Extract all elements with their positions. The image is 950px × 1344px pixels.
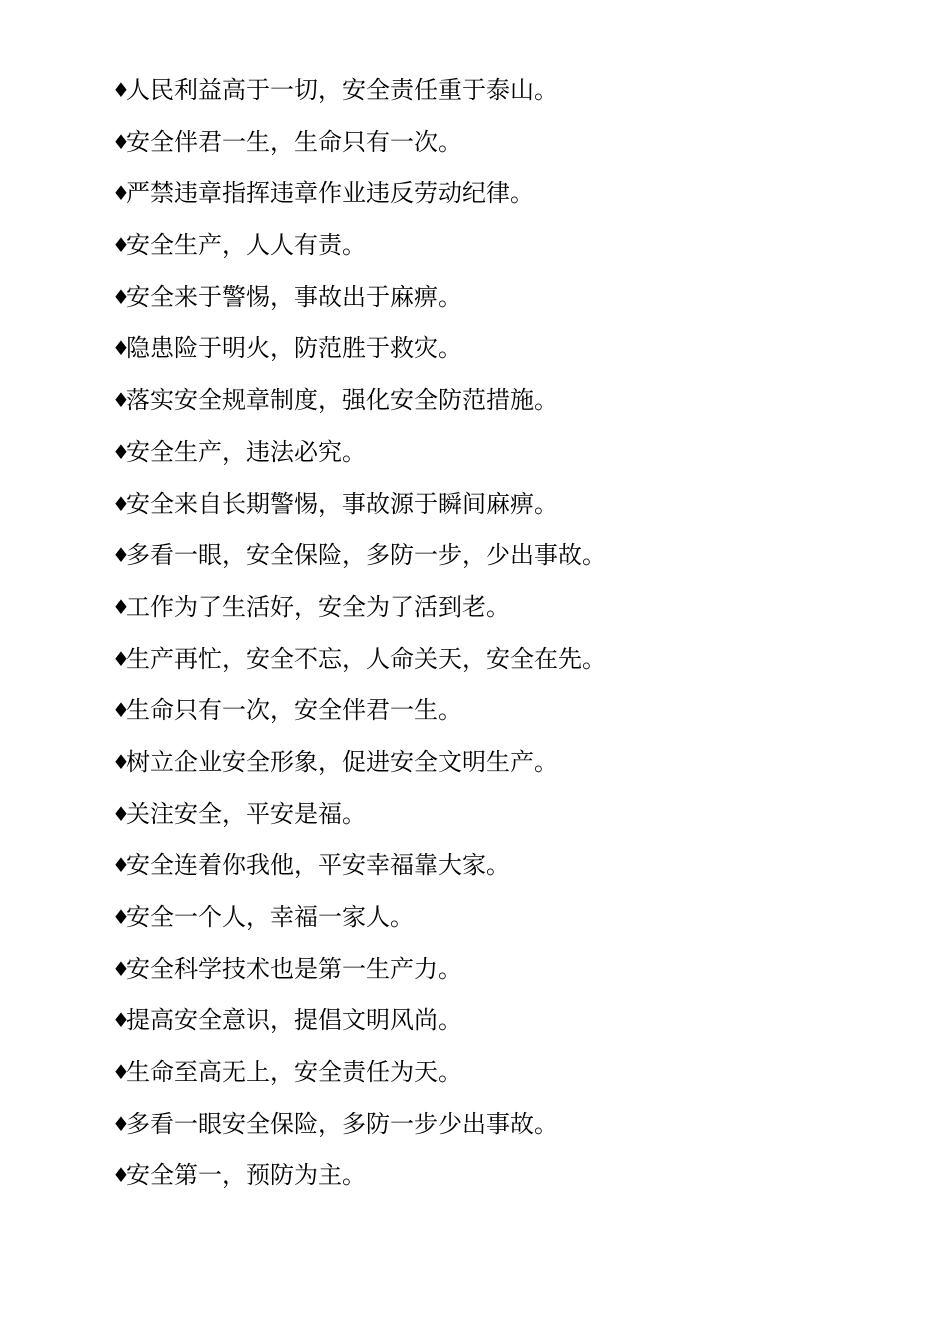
slogan-item [112,432,872,484]
slogan-text: 安全来自长期警惕，事故源于瞬间麻痹。 [126,489,558,518]
slogan-text: 安全生产，违法必究。 [126,437,366,466]
diamond-bullet-icon: ♦ [112,336,130,361]
slogan-text: 人民利益高于一切，安全责任重于泰山。 [126,76,558,104]
diamond-bullet-icon: ♦ [112,491,130,516]
slogan-item [112,277,872,329]
diamond-bullet-icon: ♦ [112,284,130,309]
diamond-bullet-icon: ♦ [112,181,130,206]
slogan-item [112,794,872,846]
diamond-bullet-icon: ♦ [112,956,130,981]
diamond-bullet-icon: ♦ [112,749,130,774]
slogan-text: 生产再忙，安全不忘，人命关天，安全在先。 [126,644,606,673]
slogan-item [112,70,872,122]
diamond-bullet-icon: ♦ [112,853,130,878]
slogan-text: 安全来于警惕，事故出于麻痹。 [126,282,462,311]
slogan-item [112,484,872,536]
slogan-item [112,1052,872,1104]
slogan-text: 工作为了生活好，安全为了活到老。 [126,592,510,621]
slogan-item [112,328,872,380]
slogan-text: 树立企业安全形象，促进安全文明生产。 [126,747,558,776]
diamond-bullet-icon: ♦ [112,1008,130,1033]
diamond-bullet-icon: ♦ [112,439,130,464]
slogan-item [112,380,872,432]
diamond-bullet-icon: ♦ [112,233,130,258]
slogan-text: 生命只有一次，安全伴君一生。 [126,696,462,725]
diamond-bullet-icon: ♦ [112,801,130,826]
diamond-bullet-icon: ♦ [112,1060,130,1085]
diamond-bullet-icon: ♦ [112,646,130,671]
slogan-text: 提高安全意识，提倡文明风尚。 [126,1006,462,1035]
diamond-bullet-icon: ♦ [112,698,130,723]
slogan-item [112,173,872,225]
diamond-bullet-icon: ♦ [112,129,130,154]
slogan-item [112,949,872,1001]
slogan-text: 安全一个人，幸福一家人。 [126,903,414,931]
slogan-item [112,587,872,639]
slogan-item [112,1104,872,1156]
diamond-bullet-icon: ♦ [112,543,130,568]
slogan-text: 安全伴君一生，生命只有一次。 [126,127,462,156]
slogan-item [112,742,872,794]
diamond-bullet-icon: ♦ [112,388,130,413]
slogan-list [112,70,872,1207]
slogan-text: 生命至高无上，安全责任为天。 [126,1058,462,1087]
diamond-bullet-icon: ♦ [112,594,130,619]
slogan-item [112,639,872,691]
diamond-bullet-icon: ♦ [112,905,130,929]
slogan-text: 落实安全规章制度，强化安全防范措施。 [126,386,558,415]
slogan-text: 关注安全，平安是福。 [126,799,366,828]
slogan-item [112,897,872,949]
slogan-text: 安全第一，预防为主。 [126,1161,366,1190]
slogan-text: 多看一眼，安全保险，多防一步，少出事故。 [126,541,606,570]
slogan-item [112,690,872,742]
diamond-bullet-icon: ♦ [112,78,130,102]
slogan-text: 安全科学技术也是第一生产力。 [126,954,462,983]
slogan-item [112,225,872,277]
slogan-item [112,1155,872,1207]
diamond-bullet-icon: ♦ [112,1111,130,1136]
slogan-item [112,122,872,174]
slogan-item [112,845,872,897]
slogan-item [112,535,872,587]
slogan-text: 安全连着你我他，平安幸福靠大家。 [126,851,510,880]
slogan-text: 隐患险于明火，防范胜于救灾。 [126,334,462,363]
slogan-text: 多看一眼安全保险，多防一步少出事故。 [126,1109,558,1138]
slogan-item [112,1000,872,1052]
diamond-bullet-icon: ♦ [112,1163,130,1188]
slogan-text: 安全生产，人人有责。 [126,231,366,260]
slogan-text: 严禁违章指挥违章作业违反劳动纪律。 [126,179,534,208]
